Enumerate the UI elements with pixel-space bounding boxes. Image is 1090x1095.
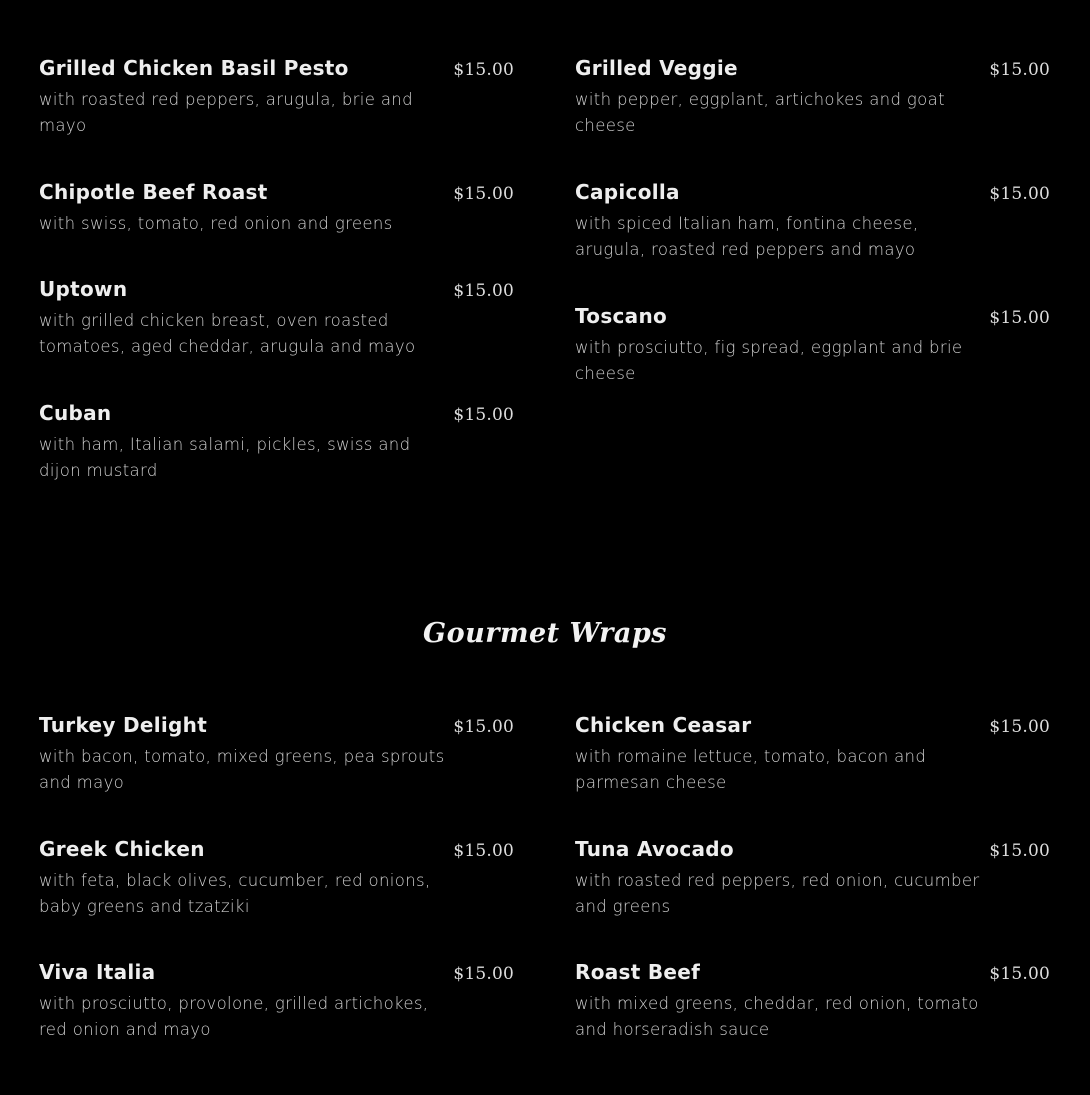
menu-item-name: Uptown <box>39 277 128 301</box>
menu-item-description: with prosciutto, provolone, grilled artichokes, red onion and mayo <box>39 994 429 1039</box>
menu-item-description: with prosciutto, fig spread, eggplant and brie cheese <box>575 338 963 383</box>
menu-item-description: with roasted red peppers, arugula, brie and mayo <box>39 90 413 135</box>
menu-item-price: $15.00 <box>989 308 1050 328</box>
menu-item-description: with spiced Italian ham, fontina cheese, arugula, roasted red peppers and mayo <box>575 214 919 259</box>
menu-item <box>39 960 514 1050</box>
menu-item <box>575 56 1050 180</box>
menu-item-price: $15.00 <box>453 841 514 861</box>
menu-item-price: $15.00 <box>453 717 514 737</box>
menu-item <box>39 56 514 180</box>
menu-item-description: with feta, black olives, cucumber, red onions, baby greens and tzatziki <box>39 871 431 916</box>
wraps-column-right <box>575 713 1050 1050</box>
menu-item-price: $15.00 <box>453 184 514 204</box>
menu-item-name: Grilled Chicken Basil Pesto <box>39 56 349 80</box>
menu-item-description: with mixed greens, cheddar, red onion, tomato and horseradish sauce <box>575 994 979 1039</box>
menu-item-price: $15.00 <box>989 841 1050 861</box>
sandwich-column-left <box>39 56 514 491</box>
menu-item-name: Capicolla <box>575 180 680 204</box>
menu-item-description: with pepper, eggplant, artichokes and goat cheese <box>575 90 945 135</box>
menu-item <box>39 837 514 960</box>
menu-item <box>575 304 1050 394</box>
menu-item <box>575 960 1050 1050</box>
menu-item-price: $15.00 <box>453 964 514 984</box>
wraps-menu-section <box>39 713 1050 1050</box>
wraps-column-left <box>39 713 514 1050</box>
menu-item-name: Greek Chicken <box>39 837 205 861</box>
menu-item <box>575 180 1050 304</box>
sandwich-menu-section <box>39 56 1050 491</box>
menu-item-name: Roast Beef <box>575 960 701 984</box>
menu-item-price: $15.00 <box>453 60 514 80</box>
sandwich-column-right <box>575 56 1050 491</box>
menu-item-price: $15.00 <box>453 405 514 425</box>
menu-item-price: $15.00 <box>989 964 1050 984</box>
menu-item-name: Cuban <box>39 401 112 425</box>
menu-item-name: Chipotle Beef Roast <box>39 180 268 204</box>
menu-item-description: with grilled chicken breast, oven roasted tomatoes, aged cheddar, arugula and mayo <box>39 311 416 356</box>
menu-item <box>39 180 514 277</box>
menu-item-description: with swiss, tomato, red onion and greens <box>39 214 393 233</box>
menu-item-name: Tuna Avocado <box>575 837 734 861</box>
menu-item-name: Grilled Veggie <box>575 56 738 80</box>
menu-item <box>575 713 1050 837</box>
menu-item-description: with romaine lettuce, tomato, bacon and parmesan cheese <box>575 747 927 792</box>
menu-item <box>39 713 514 837</box>
menu-item-price: $15.00 <box>453 281 514 301</box>
menu-item-description: with ham, Italian salami, pickles, swiss and dijon mustard <box>39 435 411 480</box>
menu-item-name: Chicken Ceasar <box>575 713 752 737</box>
menu-item-price: $15.00 <box>989 717 1050 737</box>
menu-item <box>575 837 1050 960</box>
menu-item-price: $15.00 <box>989 60 1050 80</box>
section-title-gourmet-wraps: Gourmet Wraps <box>423 618 667 649</box>
menu-item-description: with bacon, tomato, mixed greens, pea sprouts and mayo <box>39 747 445 792</box>
menu-item-description: with roasted red peppers, red onion, cucumber and greens <box>575 871 980 916</box>
menu-item-name: Turkey Delight <box>39 713 208 737</box>
menu-item <box>39 277 514 401</box>
menu-item <box>39 401 514 491</box>
menu-item-name: Viva Italia <box>39 960 156 984</box>
menu-item-name: Toscano <box>575 304 668 328</box>
menu-item-price: $15.00 <box>989 184 1050 204</box>
